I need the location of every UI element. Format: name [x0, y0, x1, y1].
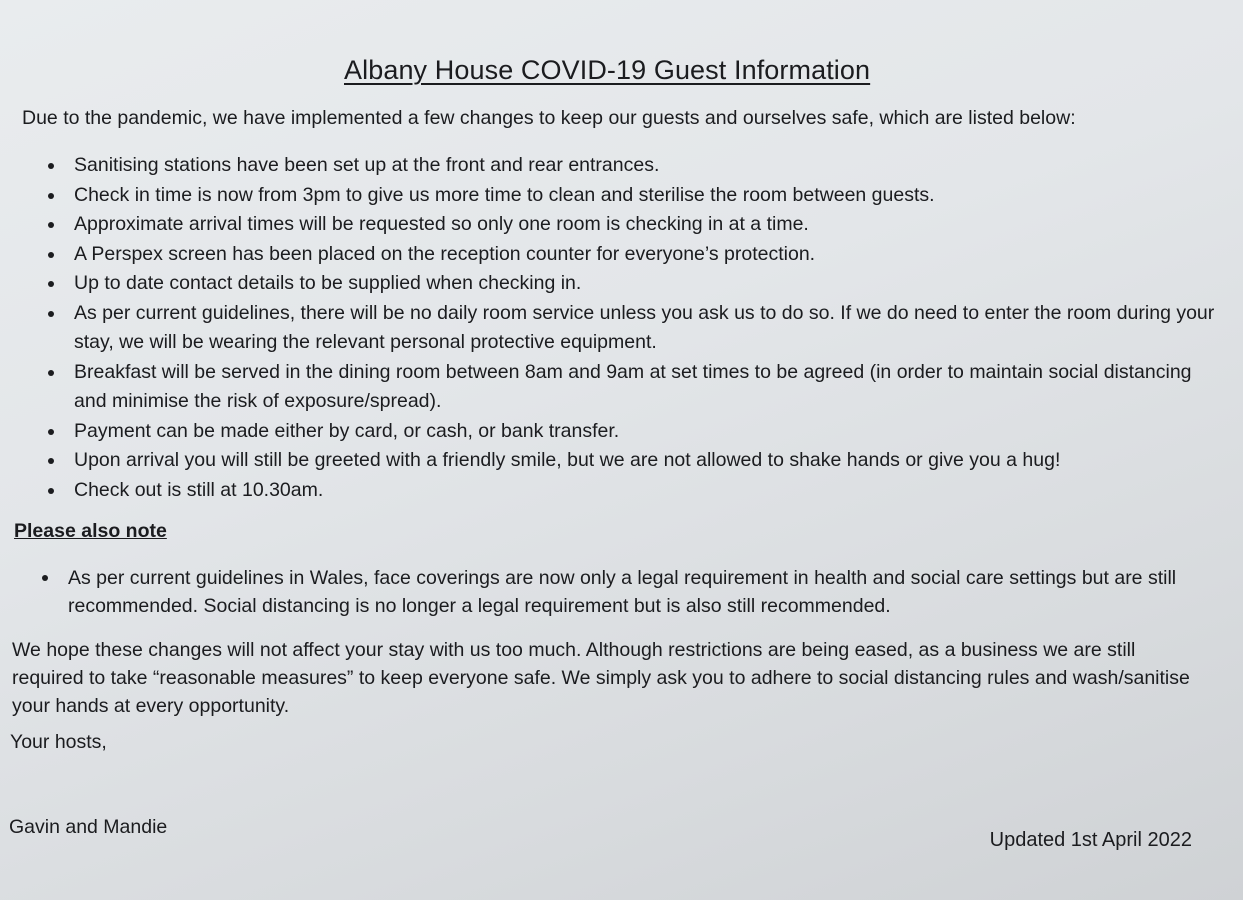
list-item: Check in time is now from 3pm to give us more time to clean and sterilise the room between guests.: [48, 181, 1228, 211]
intro-paragraph: Due to the pandemic, we have implemented a few changes to keep our guests and ourselves safe, which are listed below:: [22, 107, 1076, 129]
list-item: Up to date contact details to be supplied when checking in.: [48, 269, 1228, 299]
signature: Gavin and Mandie: [9, 816, 168, 838]
updated-date: Updated 1st April 2022: [989, 829, 1192, 851]
list-item: Sanitising stations have been set up at the front and rear entrances.: [48, 151, 1228, 181]
greeting: Your hosts,: [10, 731, 107, 753]
note-heading: Please also note: [14, 520, 167, 542]
changes-list: [48, 151, 1228, 505]
note-list: [42, 564, 1238, 620]
list-item: As per current guidelines in Wales, face coverings are now only a legal requirement in health and social care settings but are still recommended. Social distancing is no longer a legal requirement but is also still recommended.: [42, 564, 1238, 620]
list-item: Check out is still at 10.30am.: [48, 476, 1228, 506]
list-item: Upon arrival you will still be greeted with a friendly smile, but we are not allowed to shake hands or give you a hug!: [48, 446, 1228, 476]
closing-paragraph: We hope these changes will not affect your stay with us too much. Although restrictions are being eased, as a business we are still required to take “reasonable measures” to keep everyone safe. We simply ask you to adhere to social distancing rules and wash/sanitise your hands at every opportunity.: [12, 639, 1190, 717]
list-item: As per current guidelines, there will be no daily room service unless you ask us to do so. If we do need to enter the room during your stay, we will be wearing the relevant personal protective equipment.: [48, 299, 1228, 358]
list-item: Payment can be made either by card, or cash, or bank transfer.: [48, 417, 1228, 447]
list-item: Approximate arrival times will be requested so only one room is checking in at a time.: [48, 210, 1228, 240]
list-item: A Perspex screen has been placed on the reception counter for everyone’s protection.: [48, 240, 1228, 270]
document-title: Albany House COVID-19 Guest Information: [344, 55, 871, 85]
list-item: Breakfast will be served in the dining room between 8am and 9am at set times to be agreed (in order to maintain social distancing and minimise the risk of exposure/spread).: [48, 358, 1228, 417]
